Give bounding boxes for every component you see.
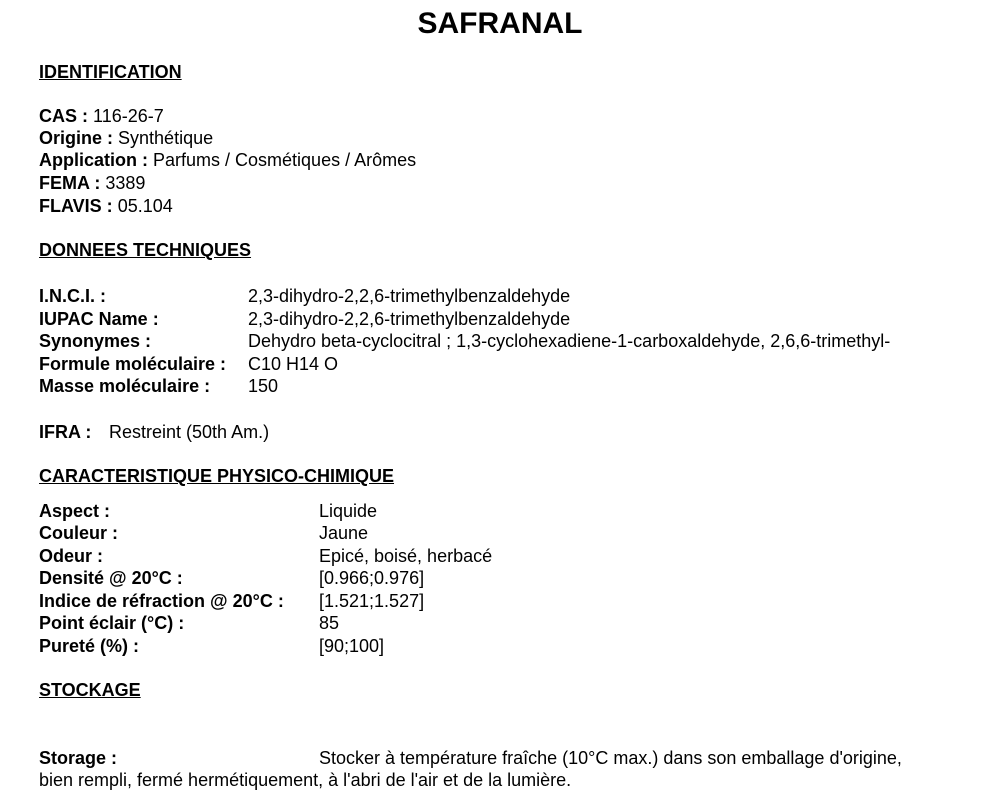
field-value: 3389 [105,173,146,193]
section-heading-identification: IDENTIFICATION [39,62,182,82]
field-value: 2,3-dihydro-2,2,6-trimethylbenzaldehyde [248,309,571,329]
field-value: 150 [248,376,279,396]
field-value: Synthétique [118,128,214,148]
storage-continuation: bien rempli, fermé hermétiquement, à l'abri de l'air et de la lumière. [39,770,572,790]
field-value: [1.521;1.527] [319,591,425,611]
field-label: Storage : [39,748,118,768]
field-label: IFRA : [39,422,92,442]
field-label: Aspect : [39,501,111,521]
field-label: Point éclair (°C) : [39,613,185,633]
field-value: Epicé, boisé, herbacé [319,546,493,566]
field-label: Application : [39,150,148,170]
field-label: Couleur : [39,523,118,543]
field-label: FLAVIS : [39,196,113,216]
field-label: Origine : [39,128,114,148]
field-value: 85 [319,613,340,633]
field-label: IUPAC Name : [39,309,159,329]
field-value: Liquide [319,501,378,521]
field-value: C10 H14 O [248,354,339,374]
field-value: [90;100] [319,636,385,656]
section-heading-storage: STOCKAGE [39,680,141,700]
field-origine [39,127,213,149]
field-value: 116-26-7 [93,106,164,126]
field-value: Parfums / Cosmétiques / Arômes [153,150,417,170]
field-cas [39,105,164,127]
field-value: Dehydro beta-cyclocitral ; 1,3-cyclohexadiene-1-carboxaldehyde, 2,6,6-trimethyl- [248,331,891,351]
section-heading-technical: DONNEES TECHNIQUES [39,240,252,260]
field-label: Synonymes : [39,331,152,351]
field-value: [0.966;0.976] [319,568,425,588]
field-label: CAS : [39,106,88,126]
field-value: Jaune [319,523,369,543]
field-label: Pureté (%) : [39,636,140,656]
field-flavis [39,195,173,217]
field-value: Restreint (50th Am.) [109,422,270,442]
section-heading-physico: CARACTERISTIQUE PHYSICO-CHIMIQUE [39,466,395,486]
document-title: SAFRANAL [417,7,583,40]
field-fema [39,172,145,194]
field-label: Odeur : [39,546,104,566]
field-label: Indice de réfraction @ 20°C : [39,591,284,611]
field-label: Formule moléculaire : [39,354,227,374]
field-value: 05.104 [117,196,173,216]
field-label: FEMA : [39,173,101,193]
field-value: 2,3-dihydro-2,2,6-trimethylbenzaldehyde [248,286,571,306]
field-application [39,149,416,171]
field-label: Masse moléculaire : [39,376,211,396]
field-value: Stocker à température fraîche (10°C max.) dans son emballage d'origine, [319,748,902,768]
field-label: Densité @ 20°C : [39,568,183,588]
field-label: I.N.C.I. : [39,286,106,306]
